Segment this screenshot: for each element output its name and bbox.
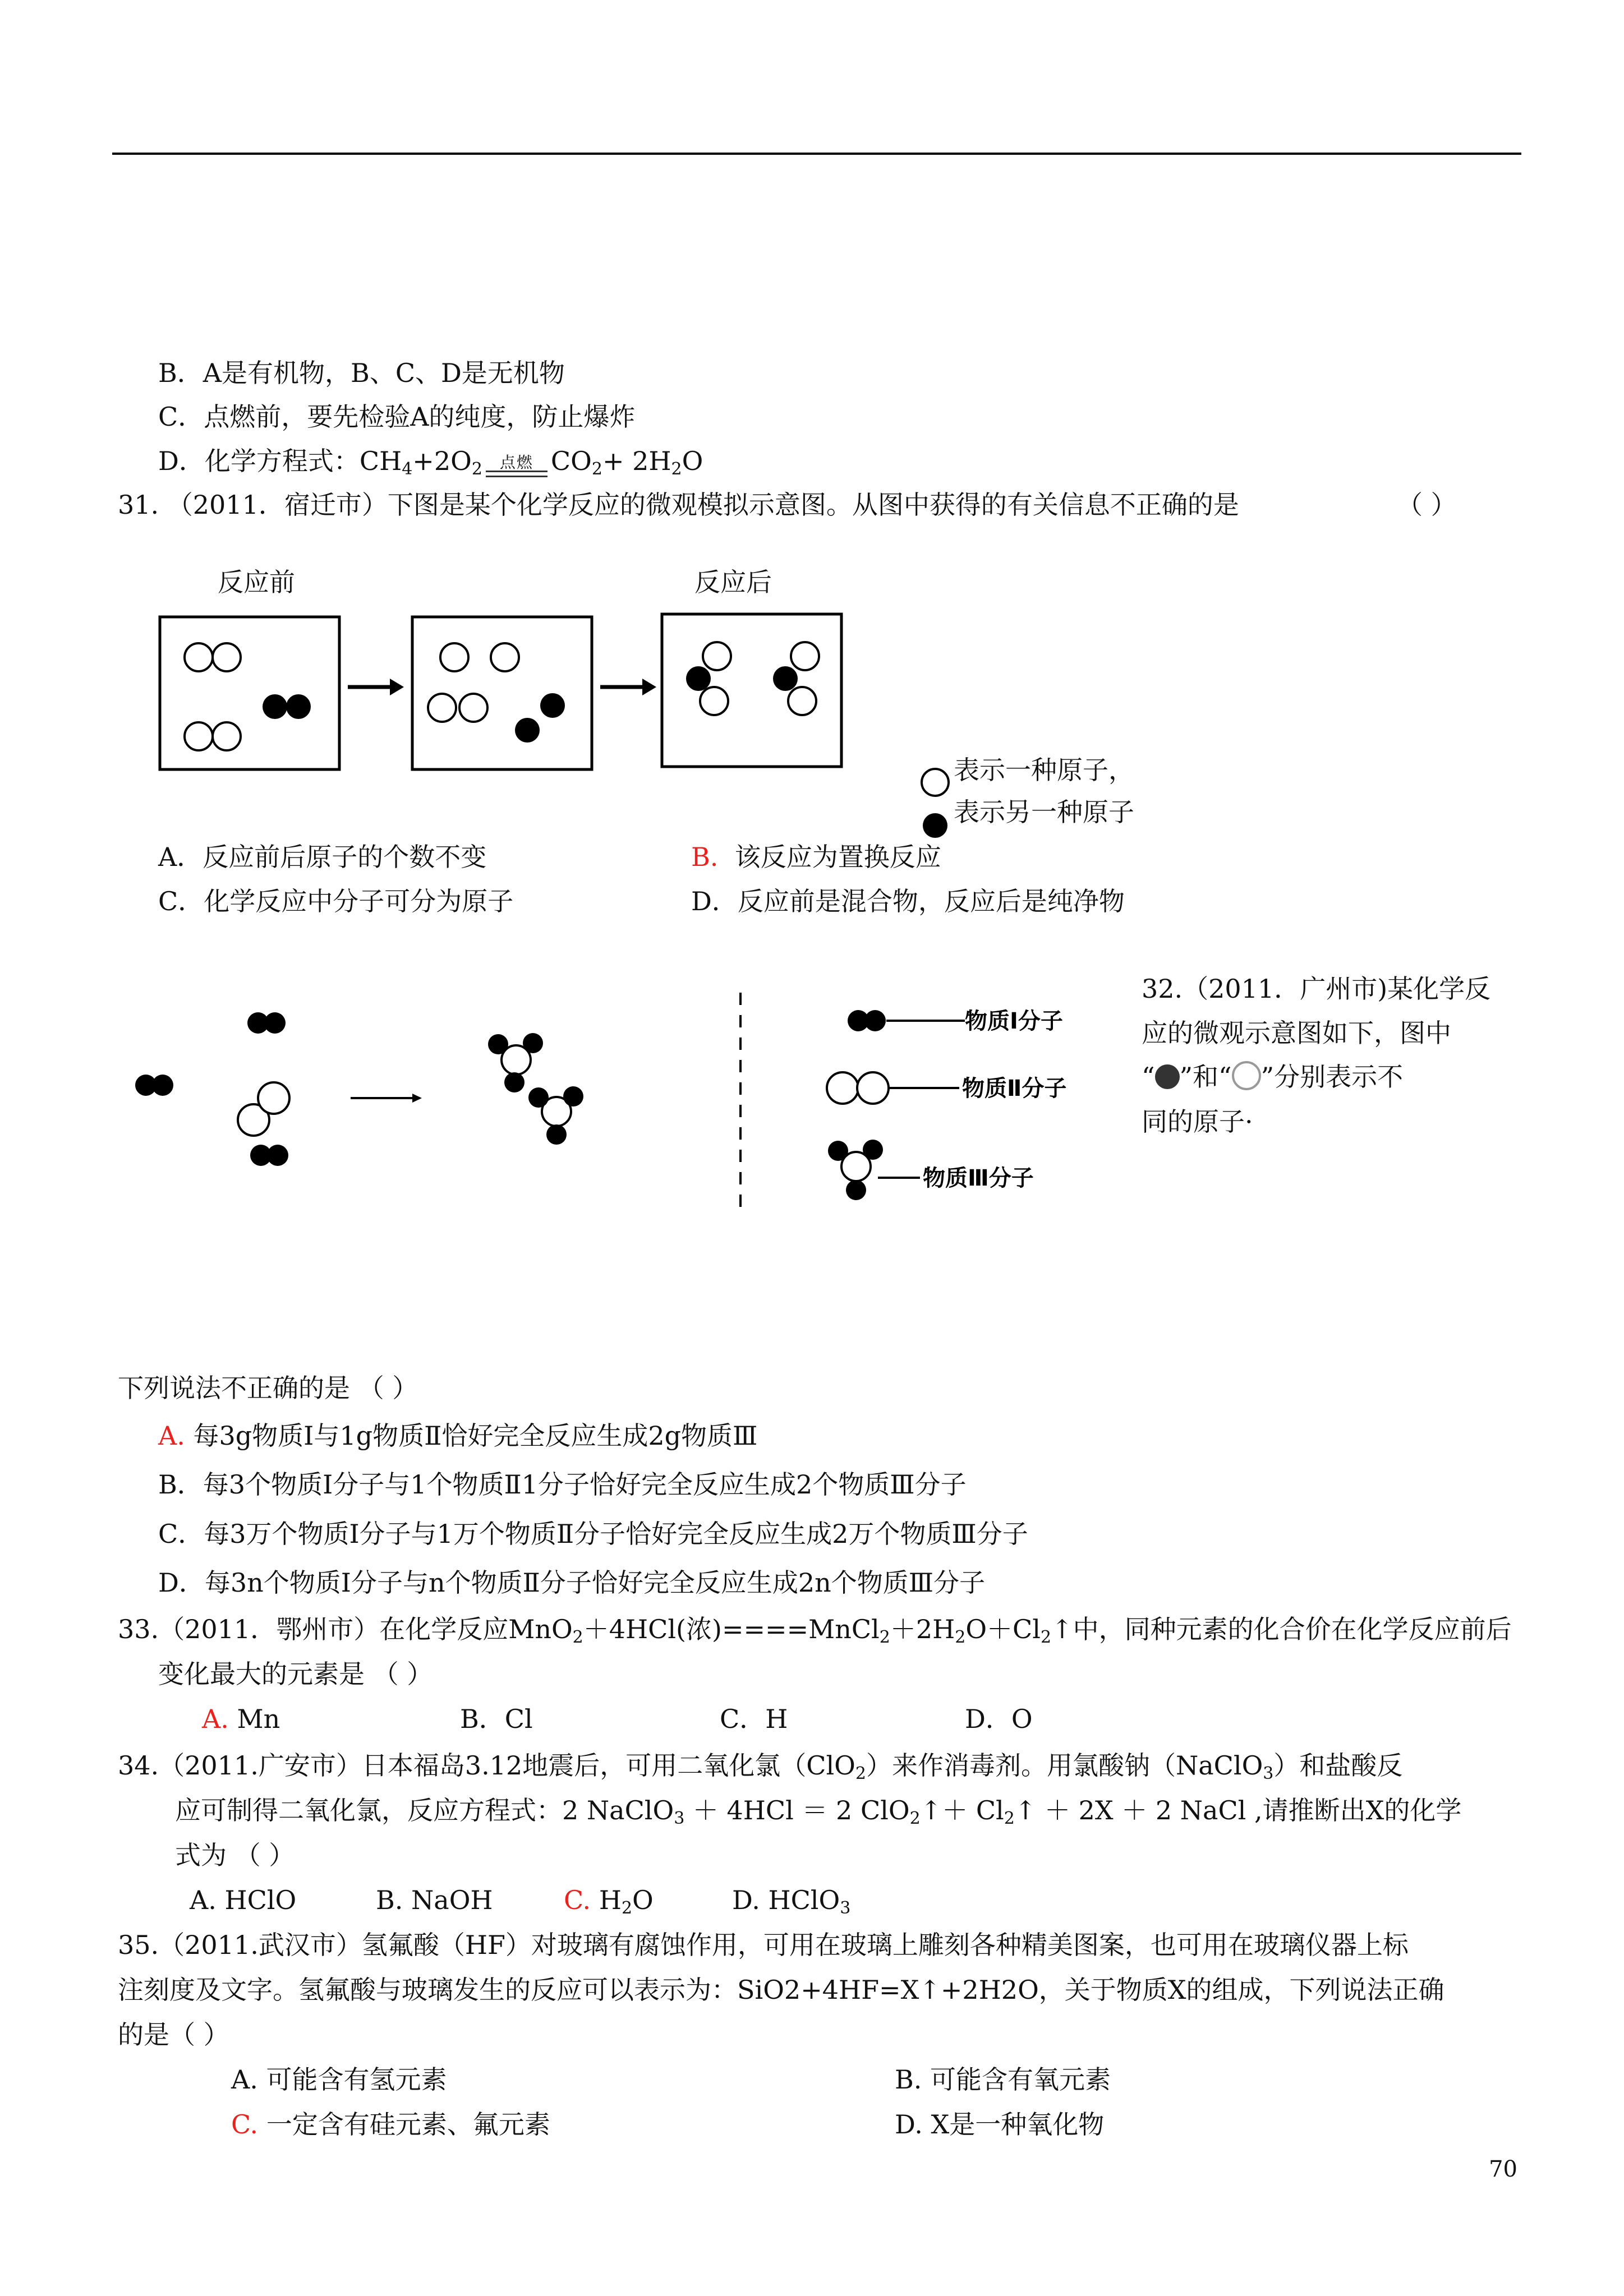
- q35-stem-line-2: 注刻度及文字。氢氟酸与玻璃发生的反应可以表示为：SiO2+4HF=X↑+2H2O，关于物质X的组成，下列说法正确: [118, 1975, 1444, 2005]
- before-box: [160, 617, 339, 769]
- label-substance-1: 物质Ⅰ分子: [965, 1008, 1063, 1034]
- q34-option-a: A. HClO: [190, 1885, 297, 1915]
- black-atom: [528, 1087, 549, 1108]
- white-atom: [703, 642, 731, 670]
- label-substance-2: 物质Ⅱ分子: [962, 1076, 1067, 1101]
- black-atom: [828, 1141, 848, 1161]
- black-atom: [864, 1010, 886, 1031]
- white-atom: [185, 722, 213, 750]
- white-atom: [428, 694, 456, 722]
- q33-option-a: A. Mn: [202, 1704, 280, 1734]
- arrow-head: [642, 679, 656, 695]
- black-atom: [686, 666, 711, 691]
- q31-option-c: C．化学反应中分子可分为原子: [158, 886, 514, 916]
- white-atom: [491, 643, 519, 671]
- q31-label-before: 反应前: [218, 567, 295, 597]
- q32-stem-line-3: “ ”和“ ”分别表示不: [1142, 1062, 1404, 1092]
- q35-option-c: C. 一定含有硅元素、氟元素: [231, 2109, 550, 2140]
- white-atom: [185, 643, 213, 671]
- q35-option-a: A. 可能含有氢元素: [231, 2064, 447, 2095]
- black-atom-legend-icon: [923, 813, 947, 838]
- q32-stem-line-1: 32.（2011．广州市)某化学反: [1142, 974, 1491, 1004]
- q31-stem: 31. （2011．宿迁市）下图是某个化学反应的微观模拟示意图。从图中获得的有关信息不正确的是: [118, 490, 1239, 520]
- black-atom: [152, 1075, 173, 1096]
- q32-option-b: B．每3个物质Ⅰ分子与1个物质Ⅱ1分子恰好完全反应生成2个物质Ⅲ分子: [158, 1469, 967, 1500]
- white-atom: [788, 687, 816, 715]
- q32-stem-line-4: 同的原子·: [1142, 1106, 1253, 1137]
- q33-option-c: C．H: [720, 1704, 788, 1734]
- q34-option-c: C. $H_2O$: [564, 1885, 654, 1918]
- q35-option-b: B. 可能含有氧元素: [895, 2064, 1111, 2095]
- q34-stem-line-2: 应可制得二氧化氯，反应方程式：2 NaClO$_3$ ＋ 4HCl ＝ 2 ClO$_2$↑＋ $Cl_2↑ + 2X + 2$ NaCl ,请推断出X的化学: [175, 1795, 1462, 1828]
- black-atom: [286, 694, 311, 719]
- q33-option-b: B．Cl: [460, 1704, 533, 1734]
- q35-stem-line-3: 的是（ ）: [118, 2020, 229, 2050]
- q31-legend-black: 表示另一种原子: [954, 797, 1134, 827]
- q31-option-b: B. 该反应为置换反应: [691, 842, 941, 872]
- page-number: 70: [1489, 2156, 1517, 2182]
- arrow-head: [412, 1094, 422, 1103]
- black-atom: [846, 1180, 866, 1200]
- q31-option-d: D．反应前是混合物，反应后是纯净物: [691, 886, 1125, 916]
- black-atom: [523, 1033, 543, 1053]
- black-atom: [563, 1086, 583, 1106]
- q32-option-c: C．每3万个物质Ⅰ分子与1万个物质Ⅱ分子恰好完全反应生成2万个物质Ⅲ分子: [158, 1519, 1028, 1549]
- arrow-head: [390, 679, 404, 695]
- q34-option-d: D. HClO$_3$: [732, 1885, 851, 1918]
- q30-option-d: D．化学方程式：$CH_4+2O_2$ 点燃 $CO_2+ 2H_2O$: [158, 446, 703, 479]
- white-atom: [857, 1072, 889, 1104]
- q30-option-c: C．点燃前，要先检验A的纯度，防止爆炸: [158, 402, 636, 432]
- reaction-condition: 点燃: [486, 455, 548, 477]
- q32-question: 下列说法不正确的是 （ ）: [118, 1373, 418, 1403]
- black-atom: [267, 1145, 288, 1166]
- q32-option-d: D．每3n个物质Ⅰ分子与n个物质Ⅱ分子恰好完全反应生成2n个物质Ⅲ分子: [158, 1567, 986, 1598]
- q31-option-a: A．反应前后原子的个数不变: [158, 842, 487, 872]
- q31-answer-paren: （ ）: [1397, 490, 1457, 520]
- label-substance-3: 物质Ⅲ分子: [923, 1165, 1034, 1191]
- q32-option-a: A. 每3g物质Ⅰ与1g物质Ⅱ恰好完全反应生成2g物质Ⅲ: [158, 1421, 758, 1451]
- q34-stem-line-1: 34.（2011.广安市）日本福岛3.12地震后，可用二氧化氯（ClO$_2$）来作消毒剂。用氯酸钠（NaClO$_3$）和盐酸反: [118, 1750, 1403, 1783]
- q31-legend-white: 表示一种原子，: [954, 755, 1134, 785]
- white-atom: [213, 643, 241, 671]
- white-atom-icon: [1232, 1061, 1261, 1090]
- q34-stem-line-3: 式为 （ ）: [175, 1840, 295, 1870]
- white-atom: [700, 687, 728, 715]
- q31-legend-icons: [917, 760, 951, 838]
- white-atom: [213, 722, 241, 750]
- black-atom-icon: [1155, 1064, 1180, 1089]
- q34-option-b: B. NaOH: [376, 1885, 493, 1915]
- white-atom-legend-icon: [922, 769, 949, 796]
- after-box: [662, 614, 841, 767]
- black-atom: [504, 1072, 525, 1092]
- white-atom: [791, 642, 819, 670]
- q30-option-b: B．A是有机物，B、C、D是无机物: [158, 358, 565, 388]
- black-atom: [546, 1124, 567, 1145]
- q33-option-d: D．O: [965, 1704, 1033, 1734]
- q35-stem-line-1: 35.（2011.武汉市）氢氟酸（HF）对玻璃有腐蚀作用，可用在玻璃上雕刻各种精美图案，也可用在玻璃仪器上标: [118, 1930, 1409, 1960]
- black-atom: [773, 666, 798, 691]
- black-atom: [263, 694, 287, 719]
- black-atom: [540, 693, 565, 718]
- q32-reaction-diagram: [123, 987, 1111, 1223]
- black-atom: [264, 1012, 286, 1034]
- white-atom: [827, 1072, 858, 1104]
- black-atom: [515, 718, 540, 743]
- white-atom: [258, 1082, 289, 1114]
- white-atom: [459, 694, 487, 722]
- white-atom: [440, 643, 468, 671]
- black-atom: [488, 1034, 508, 1054]
- q31-reaction-diagram: [151, 606, 903, 791]
- q32-stem-line-2: 应的微观示意图如下，图中: [1142, 1018, 1451, 1048]
- header-rule: [112, 153, 1521, 155]
- black-atom: [863, 1140, 883, 1160]
- q33-stem-line-1: 33.（2011．鄂州市）在化学反应MnO$_2$＋4HCl(浓)$====MnCl_2+2H_2O+Cl_2↑$中，同种元素的化合价在化学反应前后: [118, 1614, 1512, 1647]
- q35-option-d: D. X是一种氧化物: [895, 2109, 1105, 2140]
- q31-label-after: 反应后: [694, 567, 772, 597]
- q33-stem-line-2: 变化最大的元素是 （ ）: [158, 1659, 433, 1689]
